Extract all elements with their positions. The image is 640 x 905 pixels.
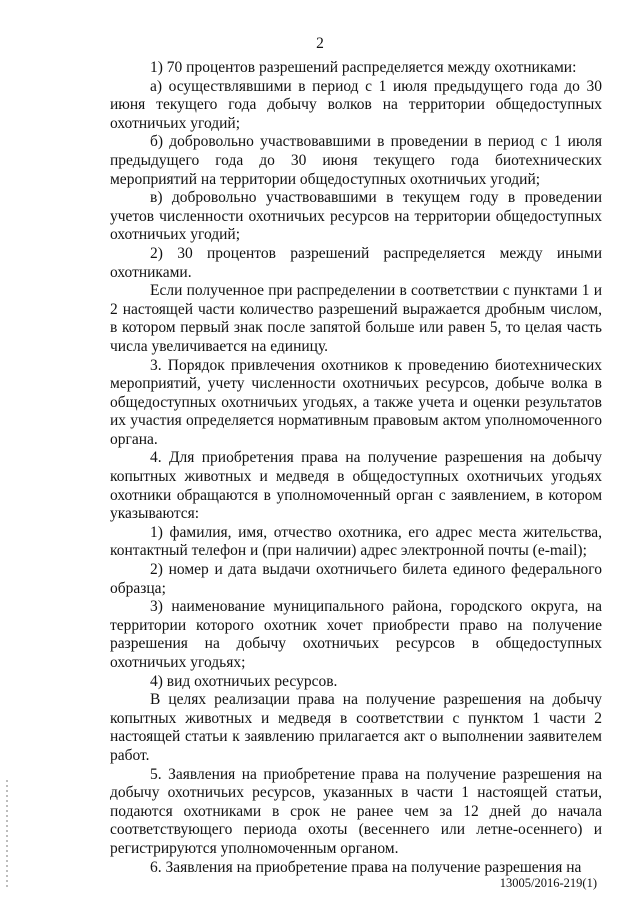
paragraph: Если полученное при распределении в соответствии с пунктами 1 и 2 настоящей части количество разрешений выражается дробным числом, в котором первый знак после запятой больше или равен 5, то целая часть числа увеличивается на единицу. bbox=[110, 282, 602, 355]
paragraph: 4. Для приобретения права на получение разрешения на добычу копытных животных и медведя в общедоступных охотничьих угодьях охотники обращаются в уполномоченный орган с заявлением, в котором указываются: bbox=[110, 449, 602, 523]
paragraph: В целях реализации права на получение разрешения на добычу копытных животных и медведя в соответствии с пунктом 1 части 2 настоящей статьи к заявлению прилагается акт о выполнении заявителем работ. bbox=[110, 691, 602, 764]
paragraph: б) добровольно участвовавшими в проведении в период с 1 июля предыдущего года до 30 июня текущего года биотехнических мероприятий на территории общедоступных охотничьих угодий; bbox=[110, 133, 602, 188]
scan-edge-mark bbox=[6, 780, 8, 890]
paragraph: 6. Заявления на приобретение права на получение разрешения на bbox=[150, 858, 582, 876]
paragraph: 3. Порядок привлечения охотников к проведению биотехнических мероприятий, учету численности охотничьих ресурсов, добыче волка в общедоступных охотничьих угодьях, а также учета и оценки результатов их участия определяется нормативным правовым актом уполномоченного органа. bbox=[110, 356, 602, 448]
paragraph: 2) номер и дата выдачи охотничьего билета единого федерального образца; bbox=[110, 561, 602, 597]
paragraph: в) добровольно участвовавшими в текущем году в проведении учетов численности охотничьих ресурсов на территории общедоступных охотничьих угодий; bbox=[110, 189, 602, 244]
paragraph: 1) 70 процентов разрешений распределяется между охотниками: bbox=[150, 59, 577, 76]
paragraph: 3) наименование муниципального района, городского округа, на территории которого охотник хочет приобрести право на получение разрешения на добычу охотничьих ресурсов в общедоступных охотничьих угодьях; bbox=[110, 598, 602, 671]
paragraph: 5. Заявления на приобретение права на получение разрешения на добычу охотничьих ресурсов, указанных в части 1 настоящей статьи, подаются охотниками в срок не ранее чем за 12 дней до начала соответствующего периода охоты (весеннего или летне-осеннего) и регистрируются уполномоченным органом. bbox=[110, 765, 602, 857]
document-id: 13005/2016-219(1) bbox=[499, 876, 597, 890]
paragraph: 1) фамилия, имя, отчество охотника, его адрес места жительства, контактный телефон и (при наличии) адрес электронной почты (e-mail); bbox=[110, 523, 602, 560]
paragraph: 4) вид охотничьих ресурсов. bbox=[150, 672, 338, 690]
page-number: 2 bbox=[316, 35, 324, 52]
paragraph: 2) 30 процентов разрешений распределяется между иными охотниками. bbox=[110, 244, 602, 281]
paragraph: а) осуществлявшими в период с 1 июля предыдущего года до 30 июня текущего года добычу волков на территории общедоступных охотничьих угодий; bbox=[110, 77, 602, 132]
document-body bbox=[110, 59, 602, 877]
